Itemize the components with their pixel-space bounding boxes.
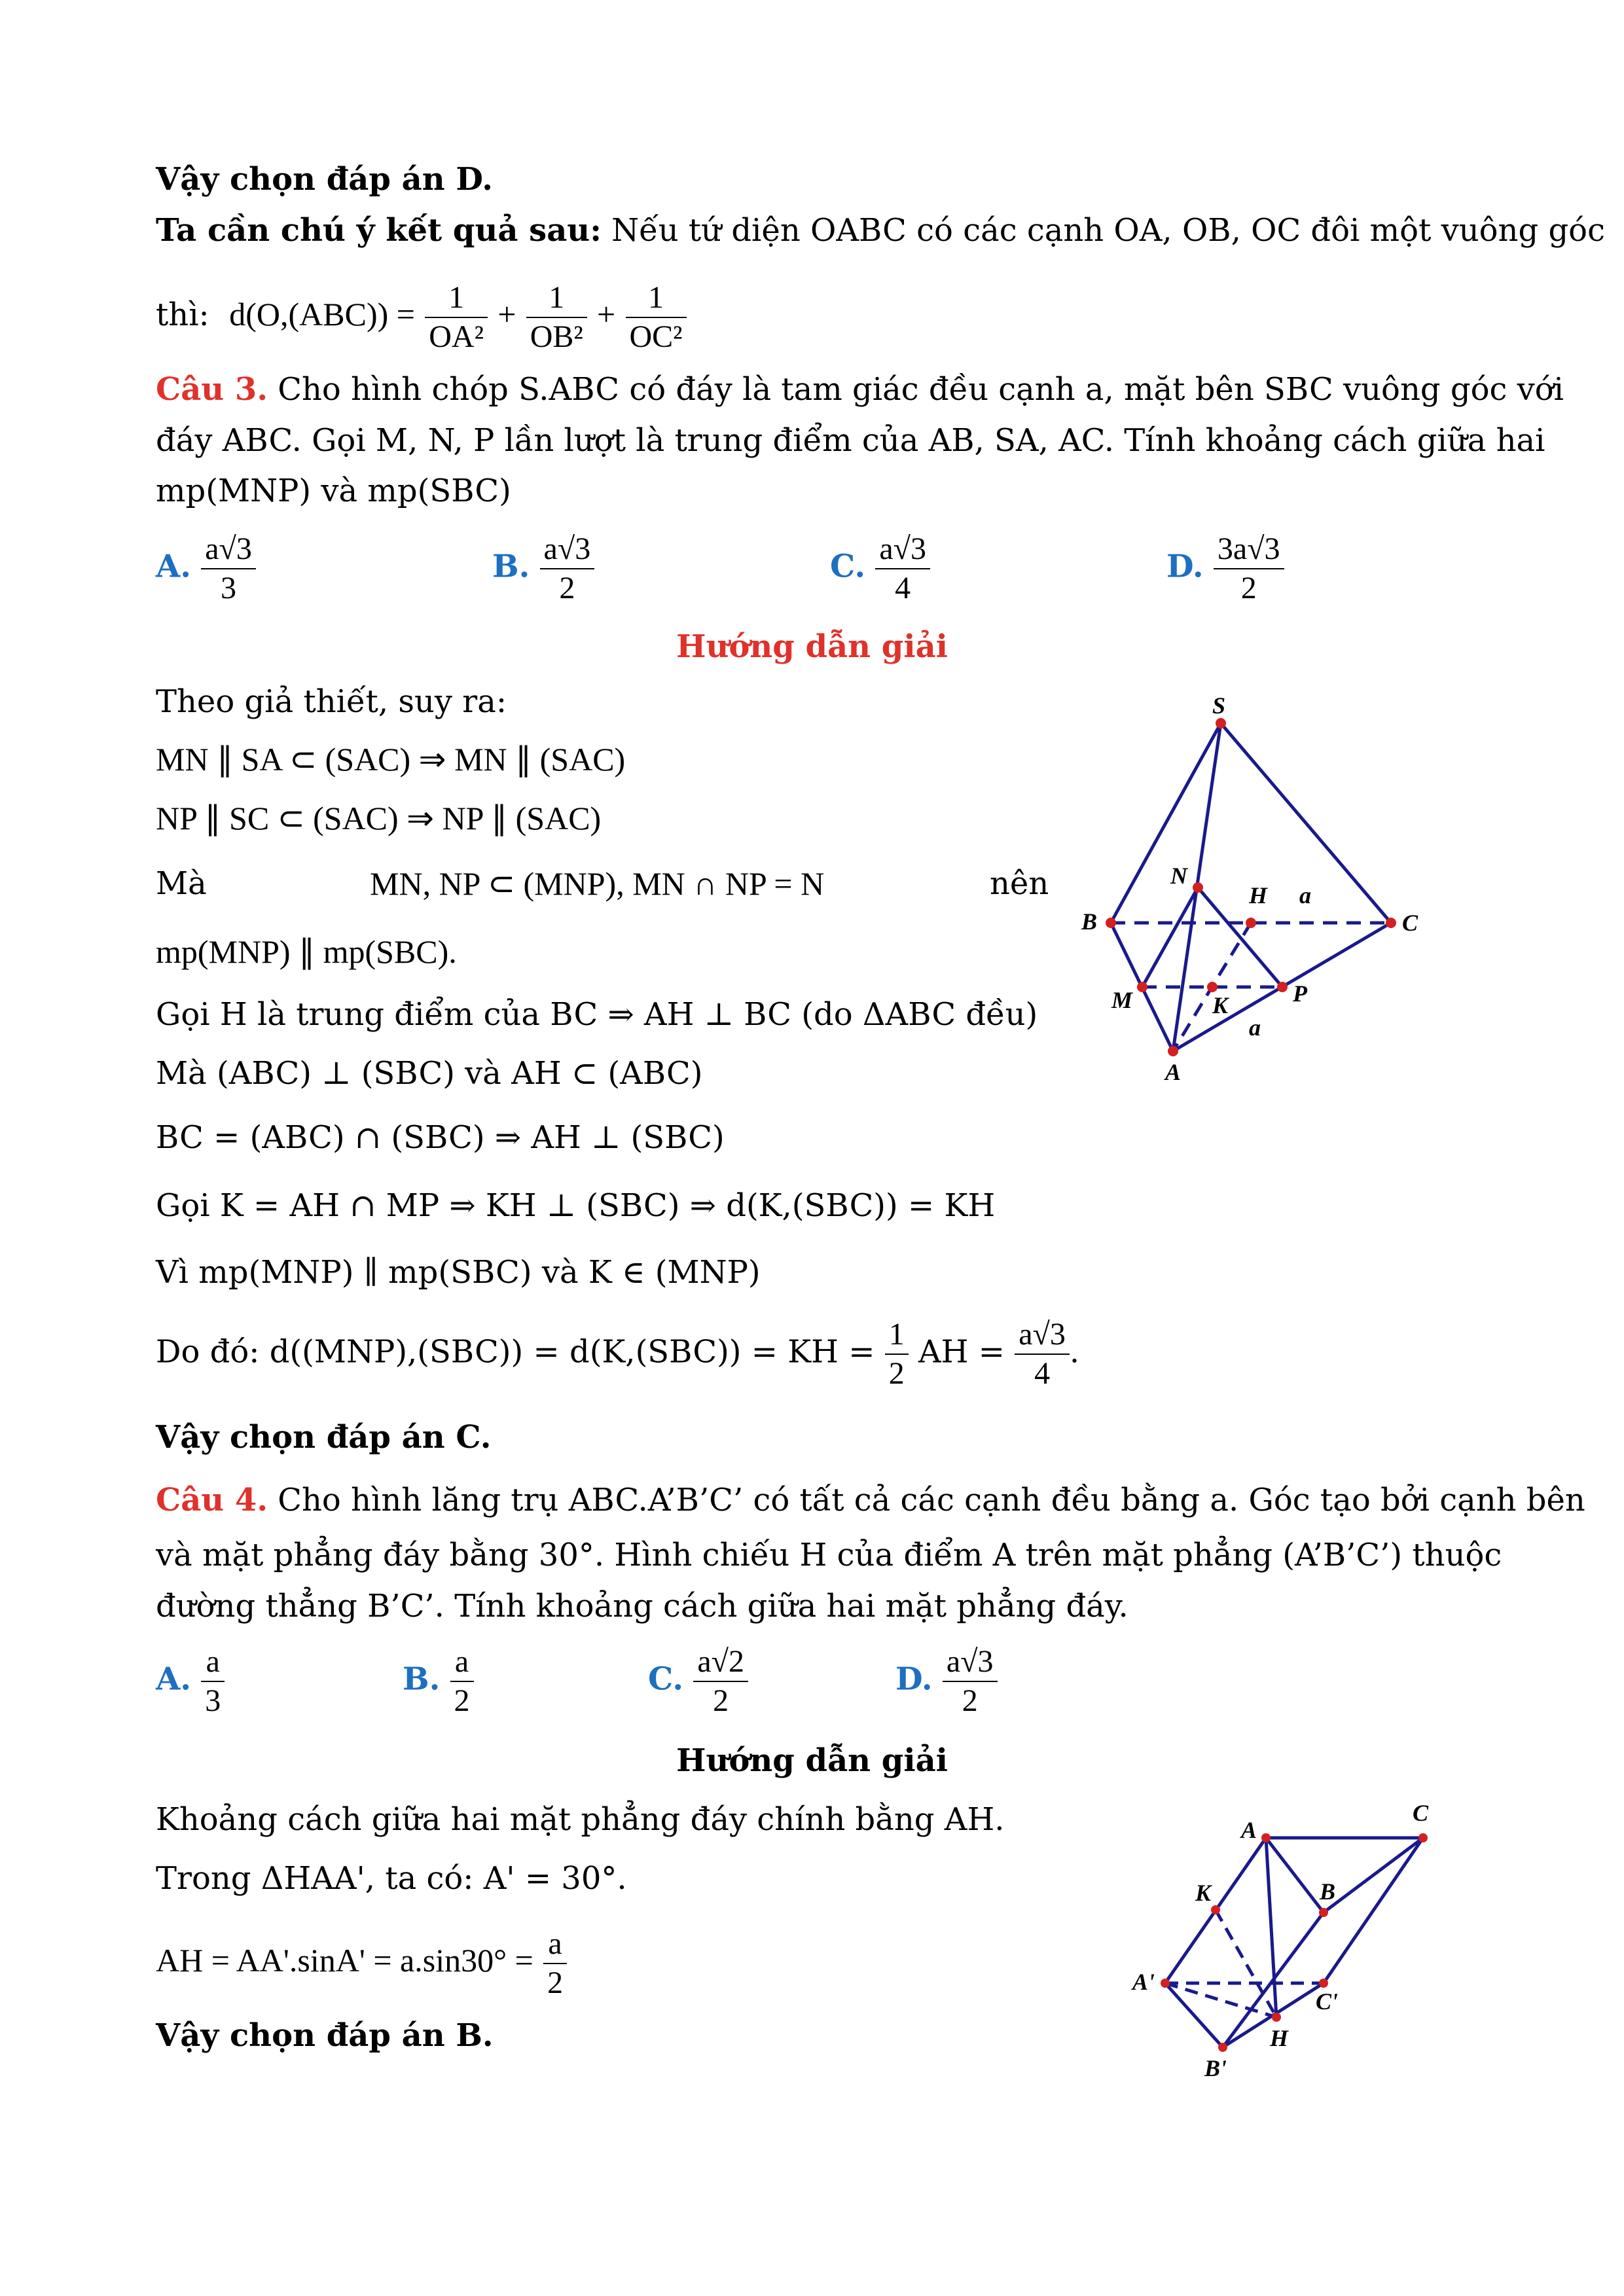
q2-formula-prefix: thì:: [156, 296, 209, 333]
q3-step-7: Mà (ABC) ⊥ (SBC) và AH ⊂ (ABC): [156, 1055, 703, 1092]
choice-label: C.: [830, 548, 866, 585]
choice-label: B.: [492, 548, 530, 585]
choice-value: $\frac{a√2}{2}$: [693, 1643, 748, 1720]
point-s: [1216, 718, 1226, 728]
label-k: K: [1195, 1880, 1212, 1906]
q4-label: Câu 4.: [156, 1482, 268, 1518]
label-m: M: [1111, 987, 1133, 1013]
point-k: [1207, 982, 1218, 992]
q3-step-9: Gọi K = AH ∩ MP ⇒ KH ⊥ (SBC) ⇒ d(K,(SBC)) = KH: [156, 1187, 996, 1224]
q4-statement-2: và mặt phẳng đáy bằng 30°. Hình chiếu H của điểm A trên mặt phẳng (A’B’C’) thuộc: [156, 1537, 1502, 1573]
label-n: N: [1170, 863, 1187, 889]
label-a-top: a: [1299, 882, 1311, 908]
q3-statement-1: [156, 370, 1564, 409]
point-k: [1211, 1905, 1220, 1914]
label-a-bottom: a: [1249, 1014, 1261, 1041]
label-b: B: [1081, 908, 1098, 935]
choice-label: D.: [1166, 548, 1204, 585]
point-c-prime: [1319, 1979, 1328, 1988]
q3-step-2: MN ∥ SA ⊂ (SAC) ⇒ MN ∥ (SAC): [156, 741, 626, 778]
label-h: H: [1249, 882, 1268, 908]
label-c: C: [1402, 910, 1418, 936]
choice-value: $\frac{a}{2}$: [450, 1643, 474, 1720]
label-a-prime: A': [1132, 1969, 1155, 1995]
label-p: P: [1293, 980, 1307, 1007]
point-a: [1168, 1046, 1178, 1056]
q3-step-6: Gọi H là trung điểm của BC ⇒ AH ⊥ BC (do ΔABC đều): [156, 996, 1038, 1033]
q3-choice-a[interactable]: [156, 530, 256, 607]
segment-np: [1198, 888, 1282, 987]
segment-kh-hidden: [1216, 1910, 1276, 2017]
point-b: [1106, 918, 1116, 928]
q2-note: [156, 211, 1605, 250]
q3-statement-3: mp(MNP) và mp(SBC): [156, 473, 511, 509]
point-b: [1319, 1908, 1328, 1917]
choice-value: $\frac{a}{3}$: [201, 1643, 225, 1720]
point-m: [1137, 982, 1147, 992]
q4-step-3-lhs: AH = AA'.sinA' = a.sin30° =: [156, 1942, 533, 1979]
segment-ah: [1266, 1838, 1276, 2017]
label-k: K: [1212, 992, 1229, 1018]
point-n: [1193, 882, 1203, 893]
q4-statement-3: đường thẳng B’C’. Tính khoảng cách giữa hai mặt phẳng đáy.: [156, 1588, 1128, 1624]
choice-label: C.: [648, 1660, 684, 1698]
q3-step-3: NP ∥ SC ⊂ (SAC) ⇒ NP ∥ (SAC): [156, 800, 602, 836]
q4-guide-title: Hướng dẫn giải: [676, 1742, 948, 1779]
q3-label: Câu 3.: [156, 371, 268, 408]
q3-step-11-dot: .: [1069, 1333, 1080, 1371]
q3-step-11-lhs: Do đó: d((MNP),(SBC)) = d(K,(SBC)) = KH =: [156, 1333, 875, 1371]
q3-choice-c[interactable]: [830, 530, 930, 607]
q3-step-4b: MN, NP ⊂ (MNP), MN ∩ NP = N: [370, 865, 825, 902]
label-h: H: [1270, 2025, 1289, 2051]
label-c-prime: C': [1316, 1988, 1339, 2015]
point-c: [1418, 1833, 1428, 1842]
q4-prism-figure: [1113, 1793, 1479, 2081]
choice-label: B.: [403, 1660, 441, 1698]
q4-line1: Cho hình lăng trụ ABC.A’B’C’ có tất cả các cạnh đều bằng a. Góc tạo bởi cạnh bên: [268, 1482, 1585, 1518]
q3-step-5: mp(MNP) ∥ mp(SBC).: [156, 933, 457, 970]
label-a: A: [1241, 1817, 1257, 1843]
edge-bc: [1324, 1838, 1423, 1912]
q2-note-text: Nếu tứ diện OABC có các cạnh OA, OB, OC đôi một vuông góc: [601, 212, 1605, 249]
plus-sign: +: [597, 296, 616, 332]
q3-step-11-mid: AH =: [918, 1333, 1005, 1371]
q4-result: $\frac{a}{2}$: [543, 1925, 567, 2002]
q3-guide-title: Hướng dẫn giải: [676, 628, 948, 665]
choice-label: A.: [156, 1660, 191, 1698]
q4-choice-a[interactable]: [156, 1643, 225, 1720]
q3-line1: Cho hình chóp S.ABC có đáy là tam giác đều cạnh a, mặt bên SBC vuông góc với: [268, 371, 1564, 408]
point-h: [1272, 2013, 1281, 2022]
q2-note-bold: Ta cần chú ý kết quả sau:: [156, 212, 602, 249]
q3-statement-2: đáy ABC. Gọi M, N, P lần lượt là trung điểm của AB, SA, AC. Tính khoảng cách giữa hai: [156, 422, 1545, 459]
point-a-prime: [1161, 1979, 1170, 1988]
q4-choice-c[interactable]: [648, 1643, 748, 1720]
choice-value: $\frac{a√3}{2}$: [943, 1643, 998, 1720]
q4-step-3: [156, 1924, 567, 2002]
point-b-prime: [1218, 2043, 1227, 2052]
label-c: C: [1413, 1800, 1429, 1826]
q2-frac-oa: $\frac{1}{\text{OA²}}$: [425, 279, 488, 356]
q3-pyramid-figure: [1060, 687, 1466, 1093]
q3-answer: Vậy chọn đáp án C.: [156, 1419, 492, 1456]
q4-answer: Vậy chọn đáp án B.: [156, 2017, 494, 2054]
q2-answer: Vậy chọn đáp án D.: [156, 161, 493, 198]
q3-choice-b[interactable]: [492, 530, 594, 607]
q3-result: $\frac{a√3}{4}$: [1015, 1316, 1070, 1393]
choice-value: $\frac{a√3}{2}$: [540, 530, 595, 607]
q3-step-4a: Mà: [156, 865, 207, 902]
choice-label: A.: [156, 548, 191, 585]
q3-step-1: Theo giả thiết, suy ra:: [156, 683, 507, 720]
point-p: [1277, 982, 1288, 992]
q3-half: $\frac{1}{2}$: [885, 1316, 909, 1393]
q4-step-2: Trong ΔHAA', ta có: A' = 30°.: [156, 1860, 627, 1897]
q4-step-1: Khoảng cách giữa hai mặt phẳng đáy chính bằng AH.: [156, 1801, 1005, 1838]
q4-statement-1: [156, 1480, 1585, 1520]
label-b-prime: B': [1204, 2055, 1227, 2081]
q3-step-10: Vì mp(MNP) ∥ mp(SBC) và K ∈ (MNP): [156, 1254, 761, 1291]
choice-label: D.: [895, 1660, 933, 1698]
point-a: [1261, 1833, 1271, 1842]
q4-choice-b[interactable]: [403, 1643, 474, 1720]
choice-value: $\frac{3a√3}{2}$: [1214, 530, 1284, 607]
q3-step-8: BC = (ABC) ∩ (SBC) ⇒ AH ⊥ (SBC): [156, 1119, 725, 1156]
choice-value: $\frac{a√3}{3}$: [201, 530, 256, 607]
q2-frac-ob: $\frac{1}{\text{OB²}}$: [526, 279, 587, 356]
plus-sign: +: [497, 296, 516, 332]
q2-formula: [156, 275, 687, 356]
q2-formula-lhs: d(O,(ABC)) =: [229, 296, 415, 332]
edge-ab: [1266, 1838, 1324, 1912]
point-c: [1386, 918, 1396, 928]
q3-choice-d[interactable]: [1166, 530, 1284, 607]
label-a: A: [1165, 1059, 1182, 1085]
edge-cc-prime: [1324, 1838, 1423, 1983]
label-s: S: [1212, 692, 1226, 719]
q2-frac-oc: $\frac{1}{\text{OC²}}$: [626, 279, 687, 356]
q3-step-11: [156, 1316, 1079, 1393]
q3-step-4c: nên: [990, 865, 1049, 902]
label-b: B: [1320, 1878, 1336, 1905]
q4-choice-d[interactable]: [895, 1643, 998, 1720]
choice-value: $\frac{a√3}{4}$: [875, 530, 930, 607]
point-h: [1246, 918, 1256, 928]
